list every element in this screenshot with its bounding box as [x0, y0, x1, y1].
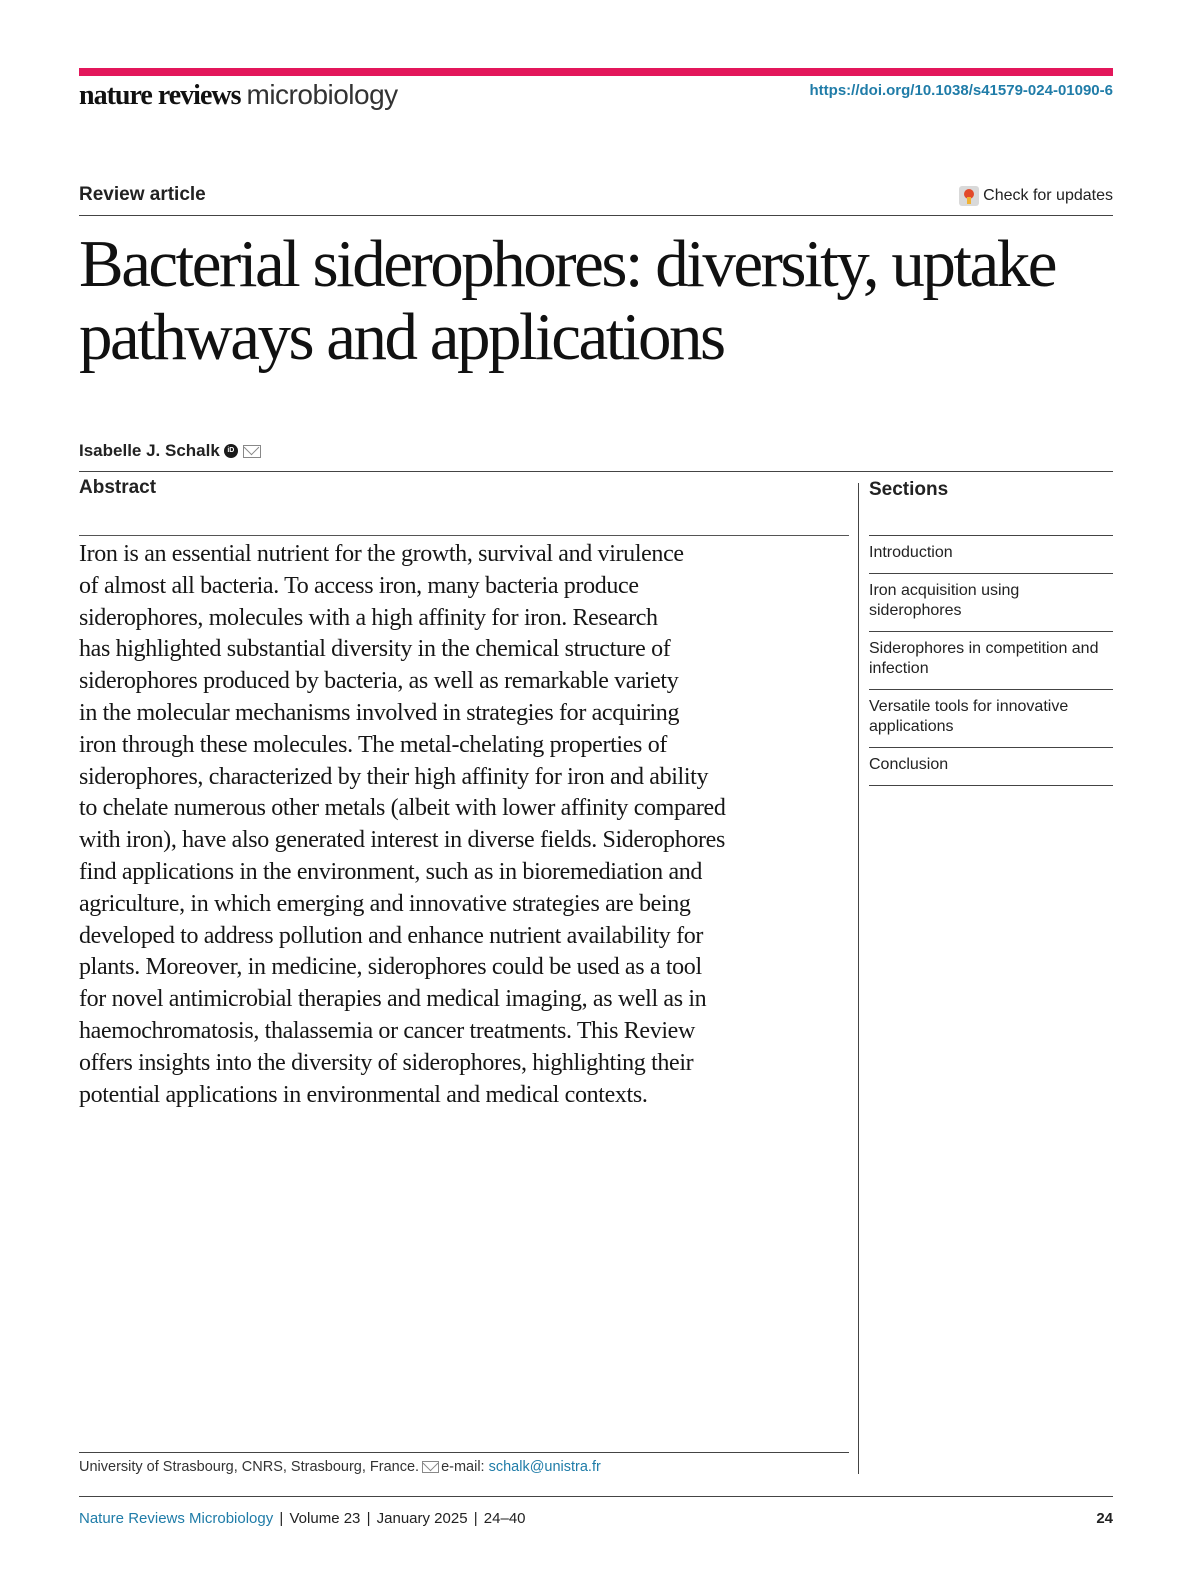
abstract-line: to chelate numerous other metals (albeit with lower affinity compared — [79, 795, 726, 822]
doi-link[interactable]: https://doi.org/10.1038/s41579-024-01090-6 — [809, 82, 1113, 99]
orcid-icon[interactable]: iD — [224, 444, 238, 458]
article-type: Review article — [79, 184, 206, 205]
abstract-line: with iron), have also generated interest in diverse fields. Siderophores — [79, 827, 725, 854]
abstract-line: iron through these molecules. The metal-chelating properties of — [79, 731, 667, 758]
footer-date: January 2025 — [376, 1510, 468, 1527]
abstract-text — [79, 539, 849, 1111]
abstract-divider — [79, 535, 849, 536]
affiliation-divider — [79, 1452, 849, 1453]
check-updates-button[interactable] — [959, 186, 1113, 206]
section-link-conclusion[interactable]: Conclusion — [869, 748, 1113, 786]
journal-name-bold: nature reviews — [79, 80, 241, 111]
article-title: Bacterial siderophores: diversity, uptake pathways and applications — [79, 227, 1055, 374]
abstract-line: find applications in the environment, such as in bioremediation and — [79, 858, 703, 885]
author-line — [79, 441, 261, 461]
footer-divider — [79, 1496, 1113, 1497]
abstract-line: offers insights into the diversity of siderophores, highlighting their — [79, 1049, 694, 1076]
author-divider — [79, 471, 1113, 472]
abstract-line: developed to address pollution and enhance nutrient availability for — [79, 922, 704, 949]
abstract-line: Iron is an essential nutrient for the growth, survival and virulence — [79, 541, 684, 567]
header-divider — [79, 215, 1113, 216]
section-link-competition-infection[interactable]: Siderophores in competition and infection — [869, 632, 1113, 690]
footer-citation — [79, 1510, 526, 1527]
section-link-versatile-tools[interactable]: Versatile tools for innovative applications — [869, 690, 1113, 748]
abstract-line: haemochromatosis, thalassemia or cancer treatments. This Review — [79, 1017, 695, 1044]
author-name[interactable]: Isabelle J. Schalk — [79, 441, 220, 460]
abstract-line: for novel antimicrobial therapies and medical imaging, as well as in — [79, 986, 707, 1013]
footer-separator: | — [366, 1510, 371, 1527]
journal-accent-bar — [79, 68, 1113, 76]
mail-icon[interactable] — [243, 445, 261, 458]
affiliation — [79, 1459, 601, 1475]
footer-volume: Volume 23 — [289, 1510, 361, 1527]
footer-journal-link[interactable]: Nature Reviews Microbiology — [79, 1510, 274, 1527]
abstract-line: in the molecular mechanisms involved in strategies for acquiring — [79, 699, 680, 726]
abstract-line: potential applications in environmental and medical contexts. — [79, 1081, 648, 1108]
affiliation-text: University of Strasbourg, CNRS, Strasbourg, France. — [79, 1459, 420, 1475]
abstract-line: of almost all bacteria. To access iron, many bacteria produce — [79, 572, 639, 599]
footer-separator: | — [473, 1510, 478, 1527]
page-number: 24 — [1096, 1510, 1113, 1527]
abstract-line: siderophores, characterized by their high affinity for iron and ability — [79, 763, 709, 790]
sections-nav — [869, 479, 1113, 786]
mail-icon — [422, 1461, 439, 1473]
footer-pages: 24–40 — [483, 1510, 526, 1527]
abstract-heading: Abstract — [79, 477, 157, 498]
column-divider — [858, 483, 859, 1474]
abstract-line: siderophores, molecules with a high affinity for iron. Research — [79, 604, 658, 631]
abstract-line: has highlighted substantial diversity in the chemical structure of — [79, 636, 671, 663]
abstract-line: siderophores produced by bacteria, as well as remarkable variety — [79, 668, 679, 695]
sections-heading: Sections — [869, 479, 1113, 536]
email-link[interactable]: schalk@unistra.fr — [488, 1459, 601, 1475]
check-updates-label: Check for updates — [983, 187, 1113, 204]
footer-separator: | — [279, 1510, 284, 1527]
journal-logo[interactable] — [79, 78, 398, 113]
check-updates-icon — [959, 186, 979, 206]
abstract-line: plants. Moreover, in medicine, siderophores could be used as a tool — [79, 954, 702, 981]
journal-name-light: microbiology — [246, 79, 398, 110]
section-link-iron-acquisition[interactable]: Iron acquisition using siderophores — [869, 574, 1113, 632]
email-label: e-mail: — [441, 1459, 485, 1475]
section-link-introduction[interactable]: Introduction — [869, 536, 1113, 574]
abstract-line: agriculture, in which emerging and innovative strategies are being — [79, 890, 691, 917]
